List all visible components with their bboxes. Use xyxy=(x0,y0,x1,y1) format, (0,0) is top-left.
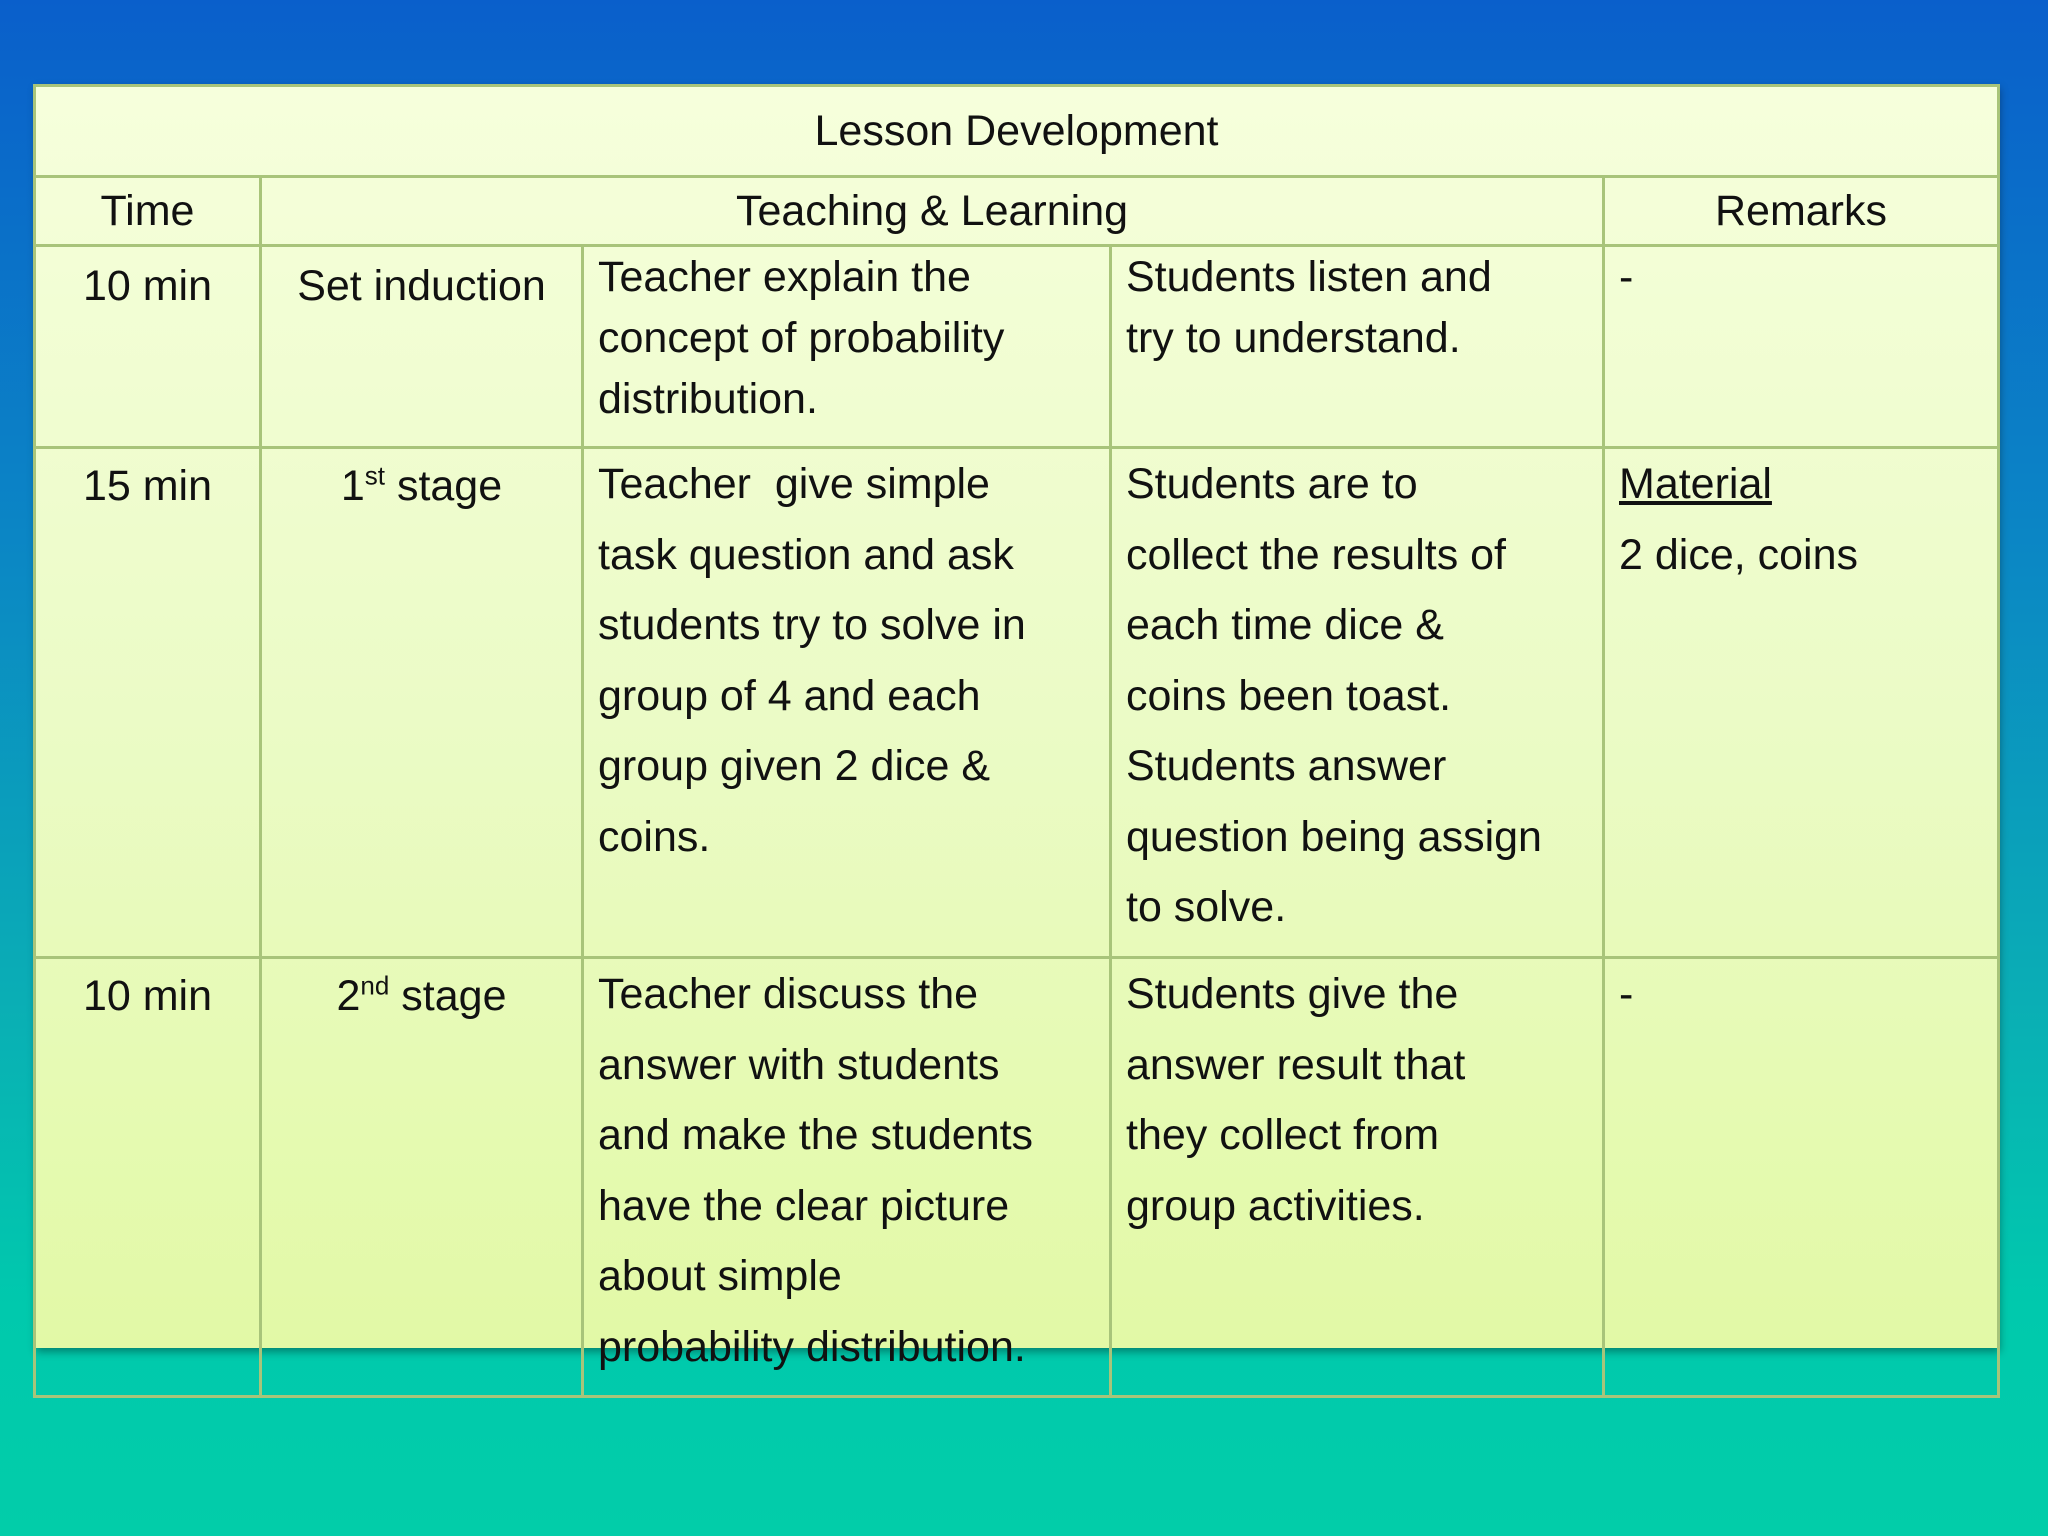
teacher-line: students try to solve in xyxy=(598,601,1026,649)
teacher-activity xyxy=(583,958,1111,1397)
lesson-development-table xyxy=(33,84,1997,1371)
student-activity xyxy=(1111,246,1604,448)
remarks-text: 2 dice, coins xyxy=(1619,530,1859,579)
teacher-line: Teacher explain the xyxy=(598,253,971,301)
stage-label: stage xyxy=(385,462,503,510)
time-cell: 15 min xyxy=(35,448,261,958)
student-activity xyxy=(1111,448,1604,958)
student-line: question being assign xyxy=(1126,812,1542,861)
header-time: Time xyxy=(35,177,261,246)
teacher-line: probability distribution. xyxy=(598,1322,1026,1371)
remarks-cell xyxy=(1604,958,1999,1397)
student-line: Students listen and xyxy=(1126,253,1492,301)
student-line: collect the results of xyxy=(1126,530,1507,579)
student-line: answer result that xyxy=(1126,1040,1466,1089)
remarks-cell xyxy=(1604,246,1999,448)
student-line: coins been toast. xyxy=(1126,671,1452,720)
student-line: to solve. xyxy=(1126,883,1287,931)
teacher-line: group given 2 dice & xyxy=(598,742,991,790)
student-line: they collect from xyxy=(1126,1111,1440,1159)
table-row xyxy=(35,448,1999,958)
teacher-line: and make the students xyxy=(598,1111,1034,1159)
teacher-activity xyxy=(583,448,1111,958)
stage-cell xyxy=(261,448,583,958)
student-line: Students are to xyxy=(1126,460,1418,508)
stage-ordinal: st xyxy=(364,460,385,491)
teacher-line: about simple xyxy=(598,1252,842,1300)
teacher-line: task question and ask xyxy=(598,530,1014,579)
table-title: Lesson Development xyxy=(35,86,1999,177)
header-teaching-learning: Teaching & Learning xyxy=(261,177,1604,246)
remarks-heading: Material xyxy=(1619,460,1772,508)
teacher-line: Teacher discuss the xyxy=(598,970,979,1018)
student-activity xyxy=(1111,958,1604,1397)
student-line: group activities. xyxy=(1126,1181,1425,1230)
lesson-table xyxy=(33,84,2000,1398)
table-row xyxy=(35,958,1999,1397)
stage-number: 1 xyxy=(340,462,365,510)
stage-cell xyxy=(261,958,583,1397)
teacher-line: have the clear picture xyxy=(598,1181,1010,1230)
student-line: Students give the xyxy=(1126,970,1459,1018)
table-row xyxy=(35,246,1999,448)
teacher-line: concept of probability xyxy=(598,314,1005,362)
stage-ordinal: nd xyxy=(360,970,390,1001)
header-remarks: Remarks xyxy=(1604,177,1999,246)
remarks-text: - xyxy=(1619,970,1634,1018)
remarks-text: - xyxy=(1619,253,1634,301)
teacher-line: Teacher give simple xyxy=(598,460,990,508)
stage-number: 2 xyxy=(336,972,361,1020)
remarks-cell xyxy=(1604,448,1999,958)
student-line: each time dice & xyxy=(1126,601,1444,649)
teacher-line: distribution. xyxy=(598,375,818,423)
teacher-line: answer with students xyxy=(598,1040,1000,1089)
student-line: try to understand. xyxy=(1126,314,1461,362)
time-cell: 10 min xyxy=(35,958,261,1397)
teacher-activity xyxy=(583,246,1111,448)
teacher-line: group of 4 and each xyxy=(598,671,981,720)
stage-cell: Set induction xyxy=(261,246,583,448)
time-cell: 10 min xyxy=(35,246,261,448)
student-line: Students answer xyxy=(1126,742,1447,790)
stage-label: stage xyxy=(389,972,507,1020)
teacher-line: coins. xyxy=(598,812,711,861)
